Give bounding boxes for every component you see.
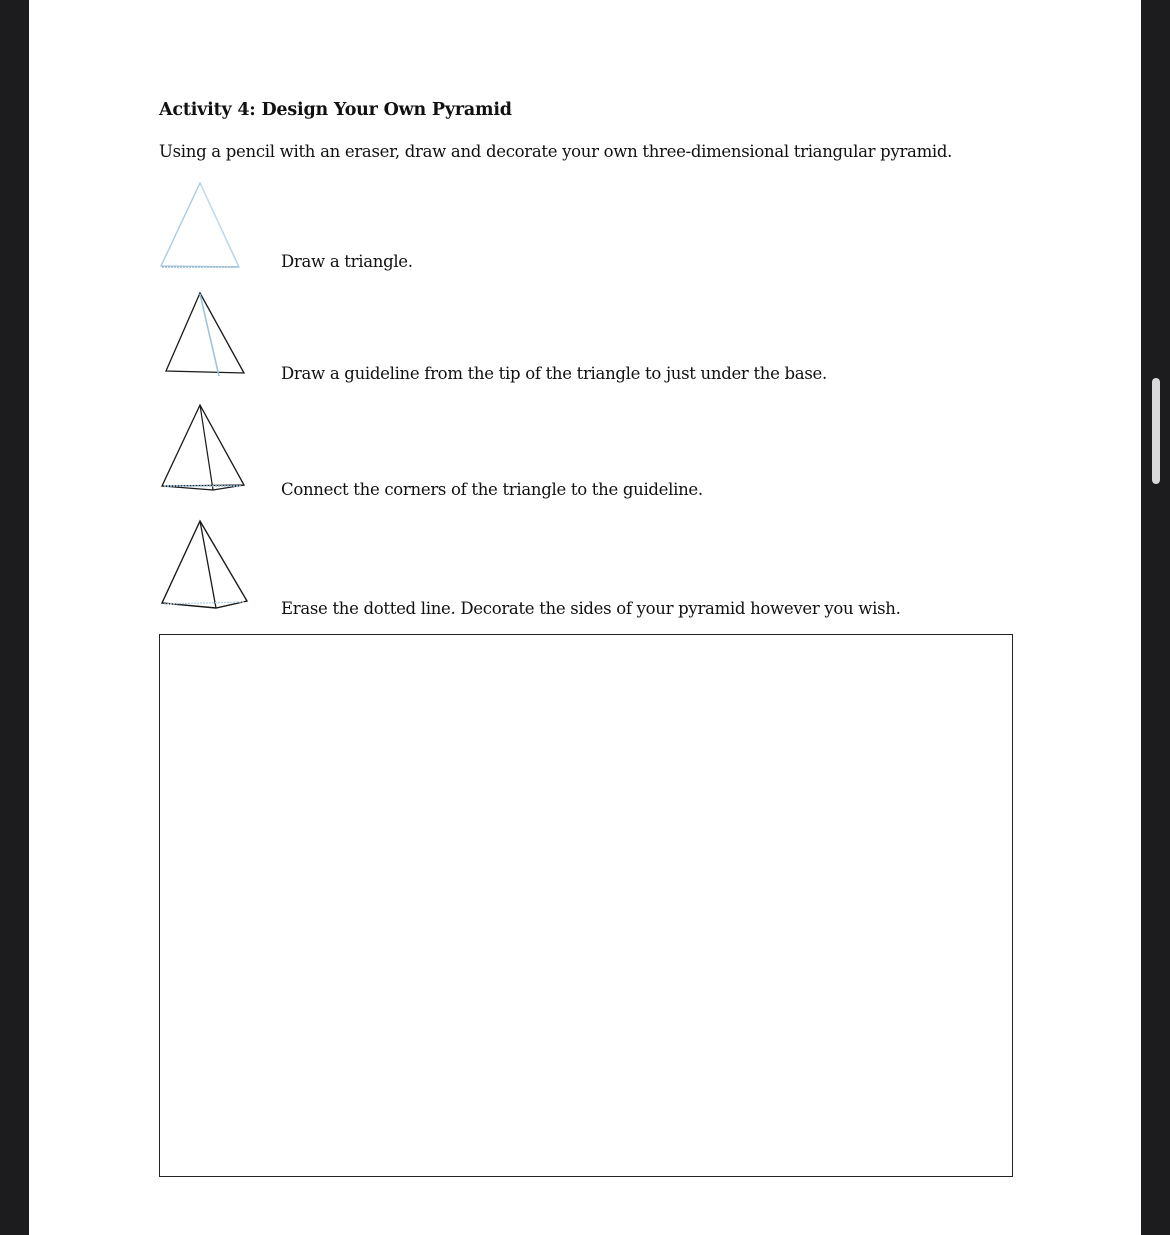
activity-instructions: Using a pencil with an eraser, draw and decorate your own three-dimensional triangular pyramid.	[159, 142, 953, 161]
step-3-text: Connect the corners of the triangle to the guideline.	[281, 480, 703, 499]
triangle-guideline-icon	[158, 290, 248, 380]
scrollbar-thumb[interactable]	[1152, 378, 1160, 484]
pyramid-finished-icon	[158, 518, 252, 614]
step-4-text: Erase the dotted line. Decorate the sides of your pyramid however you wish.	[281, 599, 901, 618]
step-1-text: Draw a triangle.	[281, 252, 413, 271]
activity-title: Activity 4: Design Your Own Pyramid	[159, 100, 512, 120]
document-page	[29, 0, 1141, 1235]
drawing-area[interactable]	[159, 634, 1013, 1177]
step-2-text: Draw a guideline from the tip of the triangle to just under the base.	[281, 364, 827, 383]
triangle-icon	[158, 180, 242, 272]
pyramid-construction-icon	[158, 402, 250, 494]
